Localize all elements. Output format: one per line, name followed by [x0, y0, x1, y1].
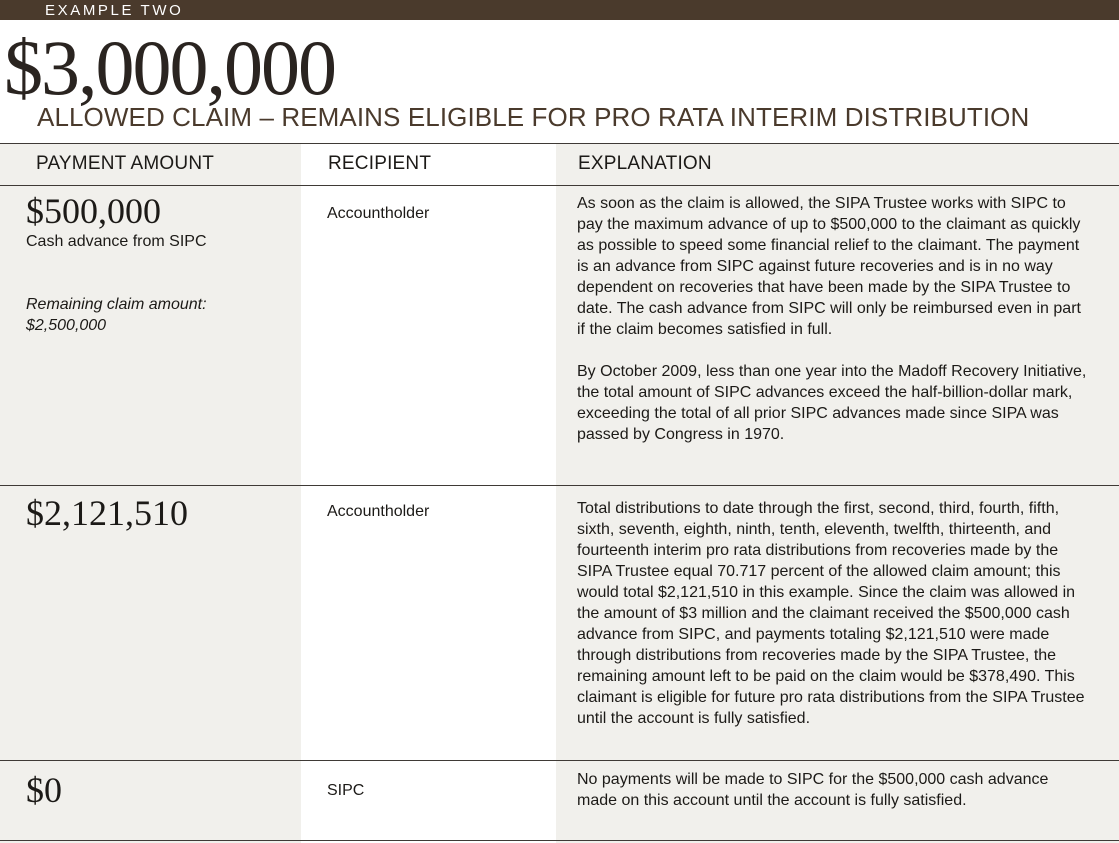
row-1-recipient: Accountholder — [327, 205, 430, 222]
row-divider — [0, 485, 1119, 486]
row-1-amount: $500,000 — [26, 191, 161, 231]
row-divider — [0, 760, 1119, 761]
header-explanation: EXPLANATION — [578, 153, 712, 174]
row-2-amount: $2,121,510 — [26, 493, 188, 533]
example-label: EXAMPLE TWO — [45, 2, 184, 19]
row-2-explanation — [577, 498, 1089, 729]
example-label-bar — [0, 0, 1119, 20]
column-background-recipient — [301, 143, 556, 843]
claim-subtitle: ALLOWED CLAIM – REMAINS ELIGIBLE FOR PRO RATA INTERIM DISTRIBUTION — [37, 102, 1030, 132]
row-3-recipient: SIPC — [327, 782, 365, 799]
table-bottom-rule — [0, 840, 1119, 841]
row-2-recipient: Accountholder — [327, 503, 430, 520]
row-1-explanation-paragraph-2: By October 2009, less than one year into the Madoff Recovery Initiative, the total amount of SIPC advances exceed the half-billion-dollar mark, exceeding the total of all prior SIPC advances made since SIPA was passed by Congress in 1970. — [577, 363, 1087, 443]
table-top-rule — [0, 143, 1119, 144]
row-1-explanation-paragraph-1: As soon as the claim is allowed, the SIPA Trustee works with SIPC to pay the maximum advance of up to $500,000 to the claimant as quickly as possible to speed some financial relief to the claimant. The payment is an advance from SIPC against future recoveries and is in no way dependent on recoveries that have been made by the SIPA Trustee to date. The cash advance from SIPC will only be reimbursed even in part if the claim becomes satisfied in full. — [577, 195, 1081, 338]
header-recipient: RECIPIENT — [328, 153, 432, 174]
row-3-explanation — [577, 769, 1089, 811]
claim-amount-title: $3,000,000 — [4, 24, 335, 111]
row-2-explanation-paragraph-1: Total distributions to date through the first, second, third, fourth, fifth, sixth, seventh, eighth, ninth, tenth, eleventh, twelfth, thirteenth, and fourteenth interim pro rata distributions from recoveries made by the SIPA Trustee equal 70.717 percent of the allowed claim amount; this would total $2,121,510 in this example. Since the claim was allowed in the amount of $3 million and the claimant received the $500,000 cash advance from SIPC, and payments totaling $2,121,510 were made through distributions from recoveries made by the SIPA Trustee, the remaining amount left to be paid on the claim would be $378,490. This claimant is eligible for future pro rata distributions from the SIPA Trustee until the account is fully satisfied. — [577, 500, 1085, 727]
row-3-amount: $0 — [26, 770, 62, 810]
row-1-amount-note: Cash advance from SIPC — [26, 233, 207, 250]
header-payment-amount: PAYMENT AMOUNT — [36, 153, 215, 174]
row-1-explanation — [577, 193, 1089, 445]
row-1-remaining: Remaining claim amount: $2,500,000 — [26, 296, 207, 334]
row-3-explanation-paragraph-1: No payments will be made to SIPC for the $500,000 cash advance made on this account until the account is fully satisfied. — [577, 771, 1049, 809]
header-divider — [0, 185, 1119, 186]
payment-table — [0, 143, 1119, 843]
